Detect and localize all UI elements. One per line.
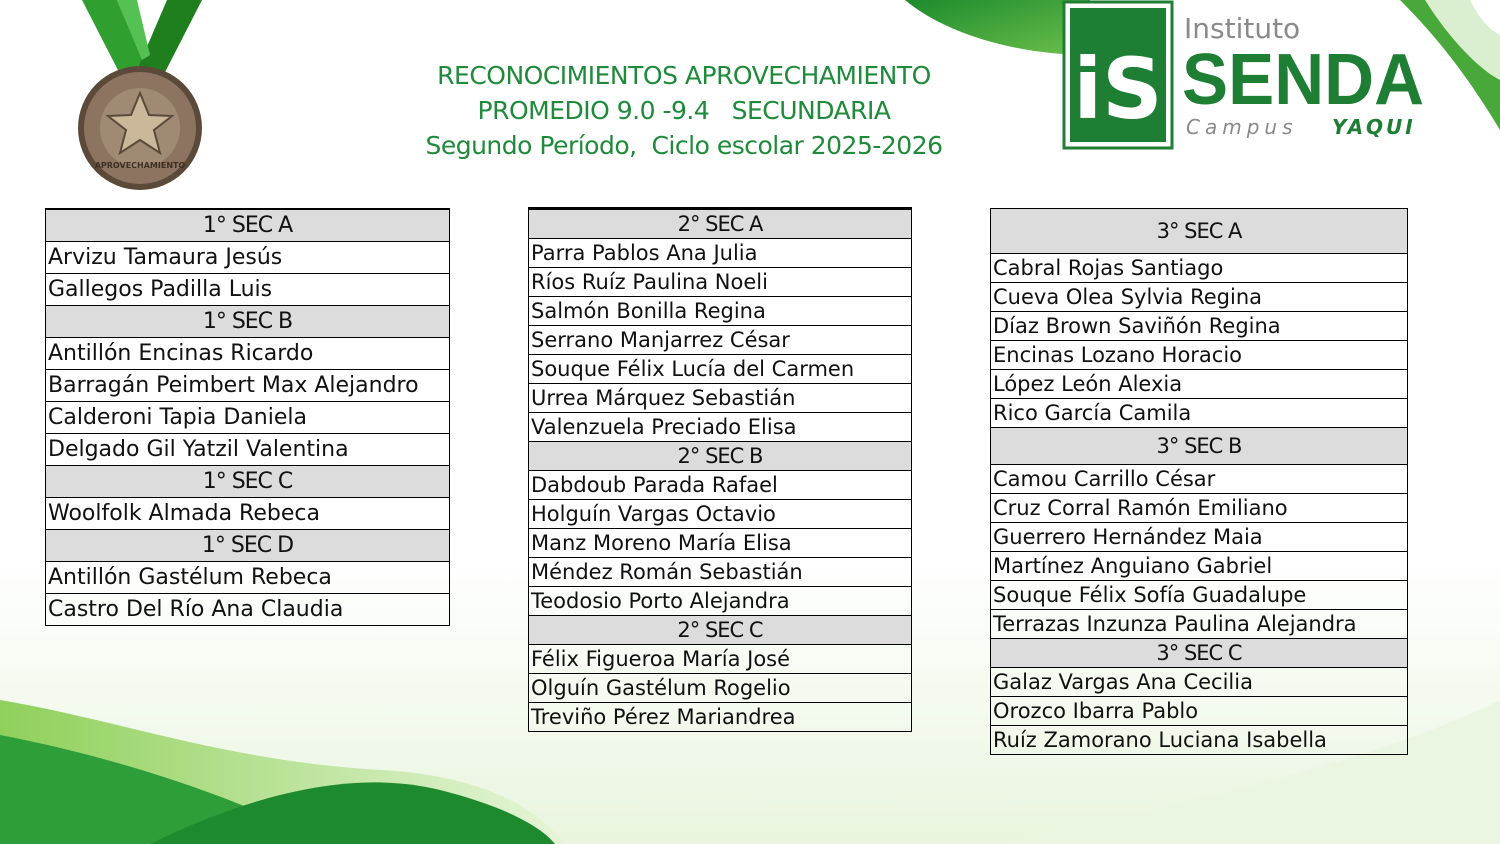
section-header: 3° SEC B bbox=[991, 428, 1408, 465]
star-medal-icon bbox=[62, 0, 222, 196]
student-name: Orozco Ibarra Pablo bbox=[991, 697, 1408, 726]
student-name: Barragán Peimbert Max Alejandro bbox=[46, 370, 450, 402]
student-name: Serrano Manjarrez César bbox=[529, 326, 912, 355]
student-name: Díaz Brown Saviñón Regina bbox=[991, 312, 1408, 341]
student-name: Arvizu Tamaura Jesús bbox=[46, 242, 450, 274]
section-header: 2° SEC A bbox=[529, 209, 912, 239]
title-line-1: RECONOCIMIENTOS APROVECHAMIENTO bbox=[437, 61, 931, 90]
section-header: 3° SEC C bbox=[991, 639, 1408, 668]
student-name: López León Alexia bbox=[991, 370, 1408, 399]
medal-text: APROVECHAMIENTO bbox=[94, 161, 186, 170]
logo-senda: SENDA bbox=[1182, 40, 1424, 120]
student-name: Teodosio Porto Alejandra bbox=[529, 587, 912, 616]
section-header: 2° SEC B bbox=[529, 442, 912, 471]
student-name: Woolfolk Almada Rebeca bbox=[46, 498, 450, 530]
senda-logo bbox=[1062, 0, 1442, 152]
student-name: Antillón Gastélum Rebeca bbox=[46, 562, 450, 594]
student-name: Encinas Lozano Horacio bbox=[991, 341, 1408, 370]
section-header: 2° SEC C bbox=[529, 616, 912, 645]
section-header: 1° SEC A bbox=[46, 209, 450, 242]
student-name: Castro Del Río Ana Claudia bbox=[46, 594, 450, 626]
student-name: Galaz Vargas Ana Cecilia bbox=[991, 668, 1408, 697]
logo-instituto: Instituto bbox=[1184, 12, 1301, 45]
student-name: Ruíz Zamorano Luciana Isabella bbox=[991, 726, 1408, 755]
student-name: Rico García Camila bbox=[991, 399, 1408, 428]
student-name: Manz Moreno María Elisa bbox=[529, 529, 912, 558]
student-name: Cruz Corral Ramón Emiliano bbox=[991, 494, 1408, 523]
student-name: Treviño Pérez Mariandrea bbox=[529, 703, 912, 732]
student-name: Guerrero Hernández Maia bbox=[991, 523, 1408, 552]
logo-campus-name: YAQUI bbox=[1332, 115, 1416, 139]
student-name: Cabral Rojas Santiago bbox=[991, 254, 1408, 283]
logo-campus: Campus bbox=[1186, 115, 1298, 139]
student-name: Souque Félix Sofía Guadalupe bbox=[991, 581, 1408, 610]
logo-mark: iS bbox=[1073, 40, 1163, 138]
page-title bbox=[330, 58, 1038, 163]
student-name: Olguín Gastélum Rogelio bbox=[529, 674, 912, 703]
student-name: Gallegos Padilla Luis bbox=[46, 274, 450, 306]
grade-2-table bbox=[528, 207, 912, 732]
section-header: 1° SEC D bbox=[46, 530, 450, 562]
student-name: Terrazas Inzunza Paulina Alejandra bbox=[991, 610, 1408, 639]
student-name: Ríos Ruíz Paulina Noeli bbox=[529, 268, 912, 297]
student-name: Martínez Anguiano Gabriel bbox=[991, 552, 1408, 581]
student-name: Camou Carrillo César bbox=[991, 465, 1408, 494]
student-name: Souque Félix Lucía del Carmen bbox=[529, 355, 912, 384]
grade-1-table bbox=[45, 208, 450, 626]
student-name: Félix Figueroa María José bbox=[529, 645, 912, 674]
student-name: Delgado Gil Yatzil Valentina bbox=[46, 434, 450, 466]
student-name: Valenzuela Preciado Elisa bbox=[529, 413, 912, 442]
title-line-2: PROMEDIO 9.0 -9.4 SECUNDARIA bbox=[477, 96, 891, 125]
student-name: Calderoni Tapia Daniela bbox=[46, 402, 450, 434]
grade-3-table bbox=[990, 208, 1408, 755]
student-name: Méndez Román Sebastián bbox=[529, 558, 912, 587]
student-name: Holguín Vargas Octavio bbox=[529, 500, 912, 529]
section-header: 1° SEC C bbox=[46, 466, 450, 498]
student-name: Salmón Bonilla Regina bbox=[529, 297, 912, 326]
student-name: Urrea Márquez Sebastián bbox=[529, 384, 912, 413]
title-line-3: Segundo Período, Ciclo escolar 2025-2026 bbox=[425, 131, 943, 160]
student-name: Parra Pablos Ana Julia bbox=[529, 239, 912, 268]
section-header: 3° SEC A bbox=[991, 209, 1408, 254]
student-name: Antillón Encinas Ricardo bbox=[46, 338, 450, 370]
student-name: Dabdoub Parada Rafael bbox=[529, 471, 912, 500]
section-header: 1° SEC B bbox=[46, 306, 450, 338]
student-name: Cueva Olea Sylvia Regina bbox=[991, 283, 1408, 312]
